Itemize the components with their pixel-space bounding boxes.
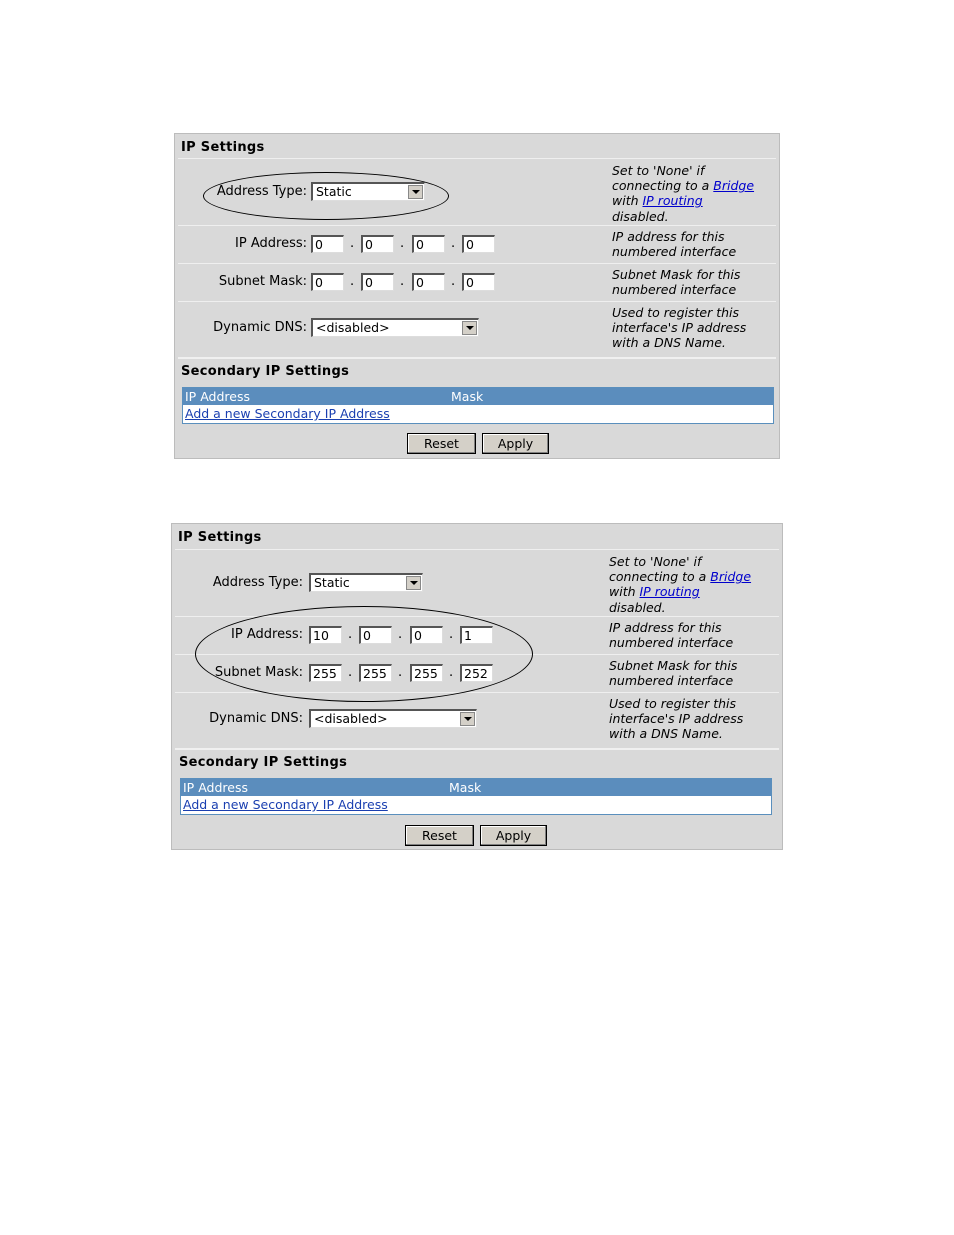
add-secondary-ip-link[interactable]: Add a new Secondary IP Address — [183, 797, 388, 812]
ip-octet-3[interactable]: 0 — [412, 235, 445, 253]
bridge-link[interactable]: Bridge — [713, 178, 755, 194]
mask-octet-1[interactable]: 0 — [311, 273, 344, 291]
dynamic-dns-row — [178, 301, 776, 355]
ip-address-row — [178, 225, 776, 263]
subnet-mask-help: Subnet Mask for this numbered interface — [612, 267, 741, 298]
dynamic-dns-select[interactable] — [309, 709, 477, 728]
ip-octet-4[interactable]: 1 — [460, 626, 493, 644]
ip-routing-link[interactable]: IP routing — [639, 584, 700, 600]
mask-octet-4[interactable]: 0 — [462, 273, 495, 291]
mask-octet-3[interactable]: 0 — [412, 273, 445, 291]
column-ip-address: IP Address — [185, 389, 250, 404]
highlight-ellipse — [203, 172, 449, 220]
chevron-down-icon[interactable] — [406, 576, 421, 590]
ip-octet-3[interactable]: 0 — [410, 626, 443, 644]
secondary-ip-table — [182, 387, 774, 424]
column-mask: Mask — [449, 780, 482, 795]
chevron-down-icon[interactable] — [462, 321, 477, 335]
dynamic-dns-label: Dynamic DNS: — [213, 320, 307, 335]
dot-separator: . — [451, 274, 456, 289]
reset-button[interactable]: Reset — [405, 825, 474, 846]
highlight-ellipse — [195, 606, 533, 702]
column-mask: Mask — [451, 389, 484, 404]
address-type-label: Address Type: — [212, 575, 303, 590]
dot-separator: . — [350, 236, 355, 251]
reset-button[interactable]: Reset — [407, 433, 476, 454]
mask-octet-1[interactable]: 255 — [309, 664, 342, 682]
dot-separator: . — [398, 627, 403, 642]
address-type-help: Set to 'None' if connecting to a Bridge with IP routing disabled. — [609, 554, 752, 615]
apply-button[interactable]: Apply — [482, 433, 549, 454]
dot-separator: . — [348, 627, 353, 642]
apply-button[interactable]: Apply — [480, 825, 547, 846]
dot-separator: . — [400, 274, 405, 289]
ip-address-label: IP Address: — [235, 236, 307, 251]
subnet-mask-help: Subnet Mask for this numbered interface — [609, 658, 738, 689]
address-type-row — [175, 549, 779, 616]
subnet-mask-label: Subnet Mask: — [214, 665, 303, 680]
dynamic-dns-select[interactable] — [311, 318, 479, 337]
subnet-mask-row — [178, 263, 776, 301]
table-header — [183, 388, 773, 405]
bridge-link[interactable]: Bridge — [710, 569, 752, 585]
mask-octet-3[interactable]: 255 — [410, 664, 443, 682]
dynamic-dns-row — [175, 692, 779, 746]
secondary-section — [175, 748, 779, 820]
dot-separator: . — [400, 236, 405, 251]
mask-octet-2[interactable]: 255 — [359, 664, 392, 682]
ip-address-help: IP address for this numbered interface — [609, 620, 734, 651]
secondary-ip-table — [180, 778, 772, 815]
ip-settings-panel-1 — [174, 133, 780, 459]
address-type-label: Address Type: — [216, 184, 307, 199]
ip-octet-1[interactable]: 0 — [311, 235, 344, 253]
ip-octet-4[interactable]: 0 — [462, 235, 495, 253]
ip-routing-link[interactable]: IP routing — [642, 193, 703, 209]
mask-octet-2[interactable]: 0 — [361, 273, 394, 291]
ip-settings-panel-2 — [171, 523, 783, 850]
dot-separator: . — [451, 236, 456, 251]
ip-octet-2[interactable]: 0 — [359, 626, 392, 644]
dynamic-dns-label: Dynamic DNS: — [209, 711, 303, 726]
dot-separator: . — [398, 665, 403, 680]
subnet-mask-label: Subnet Mask: — [218, 274, 307, 289]
dot-separator: . — [348, 665, 353, 680]
column-ip-address: IP Address — [183, 780, 248, 795]
panel-title: IP Settings — [181, 140, 265, 155]
ip-octet-2[interactable]: 0 — [361, 235, 394, 253]
address-type-value: Static — [314, 575, 350, 590]
dynamic-dns-help: Used to register this interface's IP address with a DNS Name. — [609, 696, 744, 742]
address-type-select[interactable] — [309, 573, 423, 592]
ip-octet-1[interactable]: 10 — [309, 626, 342, 644]
dynamic-dns-value: <disabled> — [314, 711, 388, 726]
ip-address-help: IP address for this numbered interface — [612, 229, 737, 260]
secondary-title: Secondary IP Settings — [179, 755, 348, 770]
table-header — [181, 779, 771, 796]
address-type-help: Set to 'None' if connecting to a Bridge with IP routing disabled. — [612, 163, 755, 224]
address-type-value: Static — [316, 184, 352, 199]
add-secondary-ip-link[interactable]: Add a new Secondary IP Address — [185, 406, 390, 421]
panel-title: IP Settings — [178, 530, 262, 545]
chevron-down-icon[interactable] — [460, 712, 475, 726]
dot-separator: . — [449, 665, 454, 680]
dot-separator: . — [449, 627, 454, 642]
ip-address-label: IP Address: — [231, 627, 303, 642]
dot-separator: . — [350, 274, 355, 289]
mask-octet-4[interactable]: 252 — [460, 664, 493, 682]
dynamic-dns-help: Used to register this interface's IP address with a DNS Name. — [612, 305, 747, 351]
secondary-section — [178, 357, 776, 429]
secondary-title: Secondary IP Settings — [181, 364, 350, 379]
dynamic-dns-value: <disabled> — [316, 320, 390, 335]
